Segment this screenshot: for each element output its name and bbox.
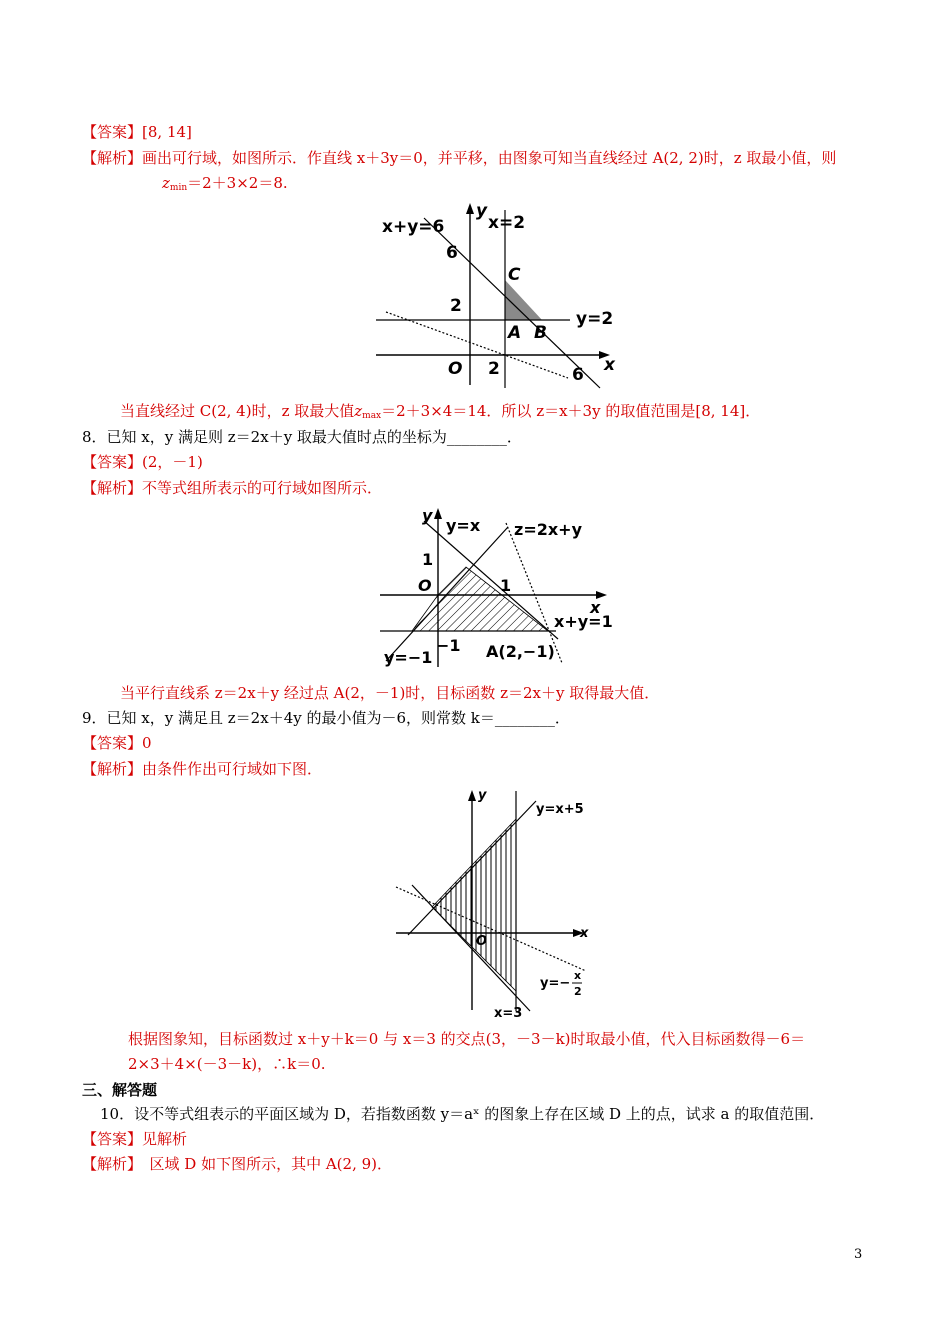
fraction-denominator: 2	[574, 985, 582, 998]
analysis-text: 画出可行域，如图所示．作直线 x＋3y＝0，并平移，由图象可知当直线经过 A(2, 2)时，z 取最小值，则	[142, 149, 837, 167]
tick-label-6-y: 6	[446, 243, 458, 263]
q8-conclusion: 当平行直线系 z＝2x＋y 经过点 A(2，－1)时，目标函数 z＝2x＋y 取得最大值．	[120, 684, 660, 702]
axis-label-y: y	[478, 788, 487, 803]
line-label-x-plus-y-6: x+y=6	[382, 217, 445, 237]
axis-label-y: y	[476, 201, 488, 221]
q9-analysis: 【解析】由条件作出可行域如下图．	[82, 760, 323, 778]
tick-label-minus-1: −1	[436, 636, 461, 655]
tick-label-2-y: 2	[450, 296, 462, 316]
line-label-x-3: x=3	[494, 1006, 523, 1020]
point-label-b: B	[534, 323, 547, 343]
q7-answer	[82, 122, 192, 142]
axis-label-y: y	[422, 506, 433, 525]
section-heading: 三、解答题	[82, 1081, 158, 1099]
q9-figure	[390, 785, 600, 1020]
line-label-y-x-plus-5: y=x+5	[536, 802, 584, 817]
q7-conclusion: 当直线经过 C(2, 4)时，z 取最大值$z_{max}=2+3\times 4=14$．所以 z＝x＋3y 的取值范围是[8, 14]．	[120, 402, 761, 421]
answer-value: [8, 14]	[142, 123, 192, 141]
axis-label-x: x	[604, 355, 615, 375]
tick-label-1-y: 1	[422, 550, 434, 569]
q9-answer: 【答案】0	[82, 734, 152, 752]
q7-graph	[372, 200, 622, 390]
point-label-c: C	[508, 265, 521, 285]
line-label-y-minus-1: y=−1	[384, 648, 433, 667]
point-label-a: A(2,−1)	[486, 642, 555, 661]
q7-figure	[372, 200, 622, 390]
axis-label-x: x	[590, 598, 601, 617]
feasible-region	[432, 819, 516, 991]
q10-answer: 【答案】见解析	[82, 1130, 188, 1148]
line-label-y-minus-x-over-2: y=−	[540, 976, 571, 991]
page-number: 3	[854, 1247, 863, 1262]
q7-analysis-line2: $z_{min}=2+3\times 2=8$.	[162, 174, 288, 193]
q10-question: 10．设不等式组表示的平面区域为 D，若指数函数 y＝aˣ 的图象上存在区域 D 上的点，试求 a 的取值范围．	[100, 1105, 825, 1123]
q9-graph	[390, 785, 600, 1020]
q9-conclusion-line2: 2×3＋4×(－3－k)，∴k＝0.	[128, 1055, 326, 1073]
q8-graph	[376, 505, 626, 671]
point-label-a: A	[508, 323, 522, 343]
analysis-tag: 【解析】	[82, 149, 143, 167]
q8-answer: 【答案】(2，－1)	[82, 453, 203, 471]
line-label-z: z=2x+y	[514, 520, 583, 539]
q10-analysis: 【解析】 区域 D 如下图所示，其中 A(2, 9)．	[82, 1155, 393, 1173]
origin-label: O	[418, 576, 432, 595]
axis-label-x: x	[580, 926, 589, 941]
line-label-x-plus-y-1: x+y=1	[554, 612, 613, 631]
tick-label-2-x: 2	[488, 359, 500, 379]
origin-label: O	[448, 359, 463, 379]
origin-label: O	[476, 934, 488, 949]
q7-analysis	[82, 148, 836, 168]
tick-label-1-x: 1	[500, 576, 512, 595]
q8-analysis: 【解析】不等式组所表示的可行域如图所示．	[82, 479, 383, 497]
q8-question: 8．已知 x，y 满足则 z＝2x＋y 取最大值时点的坐标为________．	[82, 428, 522, 446]
line-label-x-2: x=2	[488, 213, 526, 233]
line-label-y-x: y=x	[446, 516, 481, 535]
q9-conclusion-line1: 根据图象知，目标函数过 x＋y＋k＝0 与 x＝3 的交点(3，－3－k)时取最小值，代入目标函数得－6＝	[128, 1030, 806, 1048]
q8-figure	[376, 505, 626, 671]
q9-question: 9．已知 x，y 满足且 z＝2x＋4y 的最小值为－6，则常数 k＝________．	[82, 709, 570, 727]
tick-label-6-x: 6	[572, 365, 584, 385]
line-label-y-2: y=2	[576, 309, 614, 329]
fraction-numerator: x	[574, 969, 582, 982]
answer-tag: 【答案】	[82, 123, 143, 141]
